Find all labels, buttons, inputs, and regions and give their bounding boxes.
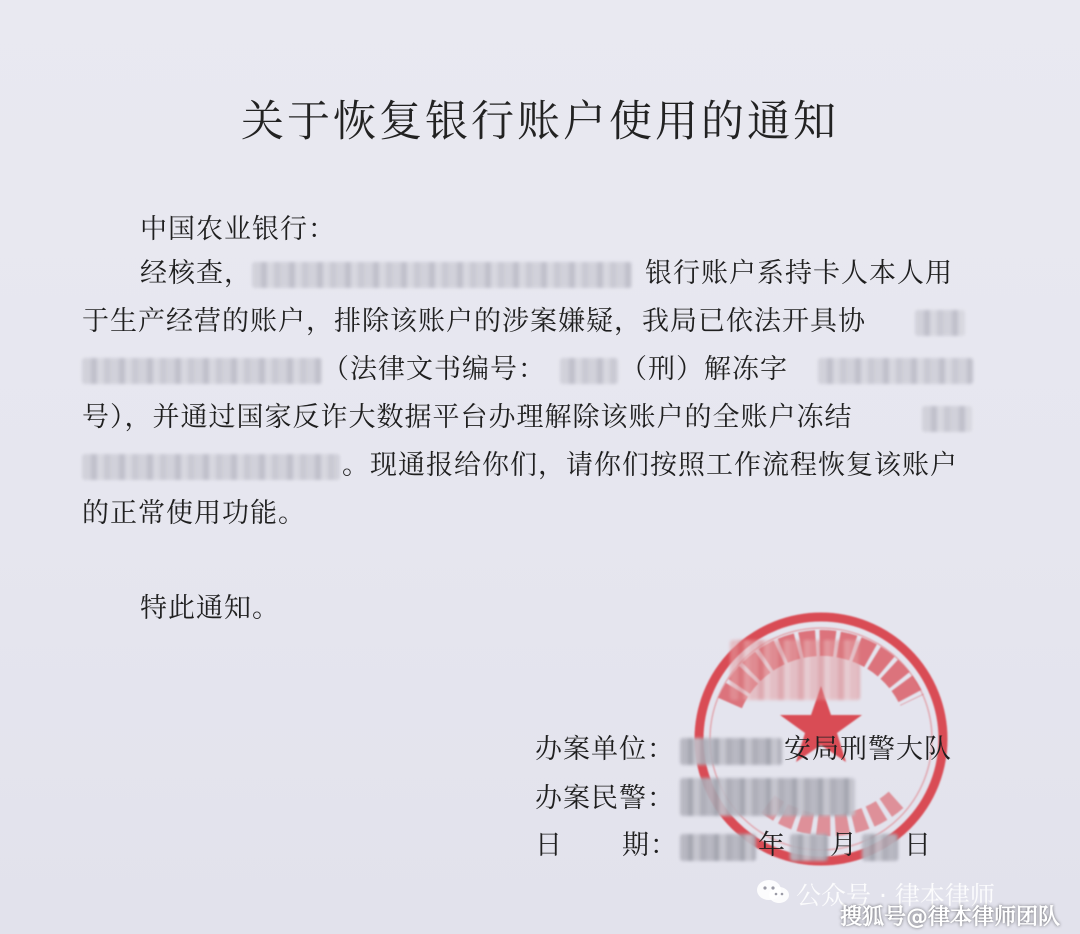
paragraph-line-1b: 银行账户系持卡人本人用 [645,258,953,289]
officer-label: 办案民警： [535,783,675,814]
redacted-seal-text [730,640,860,700]
day-label: 日 [904,830,932,861]
redacted-day [862,834,898,861]
redacted-officer-names [680,778,855,816]
redacted-document-number [818,358,973,384]
paragraph-line-2: 于生产经营的账户，排除该账户的涉案嫌疑，我局已依法开具协 [82,306,866,337]
wechat-watermark-text: 公众号 · 律本律师 [796,881,995,910]
paragraph-line-3b: （刑）解冻字 [620,354,788,385]
redacted-month [790,834,828,861]
closing-line: 特此通知。 [140,593,280,624]
document-title: 关于恢复银行账户使用的通知 [241,97,839,147]
redacted-unit-name [680,738,782,765]
unit-value: 安局刑警大队 [784,734,952,765]
redacted-freeze-info-start [922,406,972,432]
redacted-document-type-start [915,310,965,336]
date-label-char-1: 日 [535,830,563,861]
sohu-watermark-text: 搜狐号@律本律师团队 [840,905,1061,930]
redacted-account-number [252,262,632,288]
paragraph-line-1a: 经核查， [140,258,252,289]
paragraph-line-3a: （法律文书编号： [322,354,546,385]
redacted-agency-abbrev [560,358,618,384]
date-label-char-2: 期： [622,830,678,861]
redacted-freeze-info-end [82,454,340,480]
paragraph-line-4: 号），并通过国家反诈大数据平台办理解除该账户的全账户冻结 [82,402,853,433]
paragraph-line-5: 。现通报给你们，请你们按照工作流程恢复该账户 [342,450,958,481]
redacted-year [680,834,756,861]
month-label: 月 [830,830,858,861]
paragraph-line-6: 的正常使用功能。 [82,498,306,529]
year-label: 年 [758,830,786,861]
wechat-icon [756,878,790,906]
recipient-line: 中国农业银行： [140,214,336,245]
redacted-document-type-end [82,358,322,384]
unit-label: 办案单位： [535,734,675,765]
